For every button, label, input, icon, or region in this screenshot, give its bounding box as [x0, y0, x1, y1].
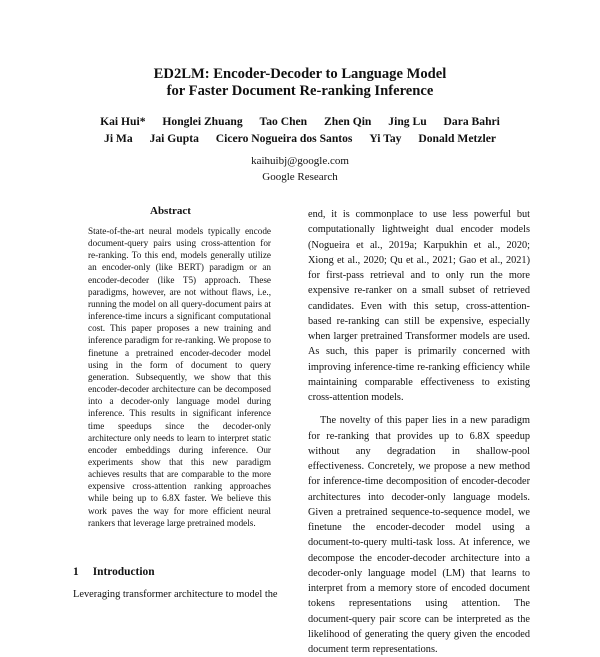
author-row-2 [0, 130, 600, 147]
author-name: Ji Ma [104, 132, 133, 145]
author-name: Tao Chen [259, 115, 308, 128]
affiliation-block [0, 153, 600, 185]
section-number: 1 [73, 566, 79, 578]
author-list [0, 113, 600, 147]
right-column [308, 207, 530, 657]
affiliation: Google Research [262, 171, 338, 183]
author-name: Jai Gupta [149, 132, 199, 145]
author-name: Honglei Zhuang [162, 115, 243, 128]
author-name: Kai Hui* [100, 115, 146, 128]
author-row-1 [0, 113, 600, 130]
abstract-heading: Abstract [150, 205, 191, 217]
author-name: Zhen Qin [324, 115, 372, 128]
title-line-1: ED2LM: Encoder-Decoder to Language Model [153, 66, 447, 82]
author-name: Cicero Nogueira dos Santos [215, 132, 353, 145]
body-paragraph: end, it is commonplace to use less powerful but computationally lightweight dual encoder models (Nogueira et al., 2019a; Karpukhin et al., 2020; Xiong et al., 2020; Qu et al., 2021; Gao et al., 2021) for first-pass retrieval and to only run the more expensive re-ranker on a small subset of retrieved candidates. Even with this setup, cross-attention-based re-ranking can still be expensive, especially when larger pretrained Transformer models are used. As such, this paper is primarily concerned with improving inference-time re-ranking efficiency while maintaining comparable effectiveness to existing cross-attention models. [308, 209, 530, 403]
author-email: kaihuibj@google.com [251, 155, 349, 167]
author-name: Donald Metzler [418, 132, 496, 145]
introduction-first-line: Leveraging transformer architecture to model the [73, 589, 278, 600]
abstract-text: State-of-the-art neural models typically encode document-query pairs using cross-attention for re-ranking. To this end, models generally utilize an encoder-only (like BERT) paradigm or an encoder-decoder (like T5) approach. These paradigms, however, are not without flaws, i.e., running the model on all query-document pairs at inference-time incurs a significant computational cost. This paper proposes a new training and inference paradigm for re-ranking. We propose to finetune a pretrained encoder-decoder model using in the form of document to query generation. Subsequently, we show that this encoder-decoder architecture can be decomposed into a decoder-only language model during inference. This results in significant inference time speedups since the decoder-only architecture only needs to learn to interpret static encoder embeddings during inference. Our experiments show that this new paradigm achieves results that are comparable to the more expensive cross-attention ranking approaches while being up to 6.8X faster. We believe this work paves the way for more efficient neural rankers that leverage large pretrained models. [88, 226, 271, 528]
author-name: Yi Tay [369, 132, 402, 145]
author-name: Jing Lu [388, 115, 427, 128]
body-paragraph: The novelty of this paper lies in a new paradigm for re-ranking that provides up to 6.8X speedup without any degradation in shallow-pool effectiveness. Concretely, we propose a new method for inference-time decomposition of encoder-decoder architectures into decoder-only language models. Given a pretrained sequence-to-sequence model, we finetune the encoder-decoder model using a document-to-query multi-task loss. At inference, we decompose the encoder-decoder architecture into a decoder-only language model (LM) that learns to interpret from a memory store of encoded document tokens representations using attention. The document-query pair score can be interpreted as the likelihood of generating the query given the encoded document term representations. [308, 415, 530, 655]
author-name: Dara Bahri [443, 115, 500, 128]
paper-title [0, 66, 600, 100]
title-line-2: for Faster Document Re-ranking Inference [166, 83, 434, 99]
section-title: Introduction [92, 566, 155, 578]
section-heading-introduction [73, 566, 155, 578]
